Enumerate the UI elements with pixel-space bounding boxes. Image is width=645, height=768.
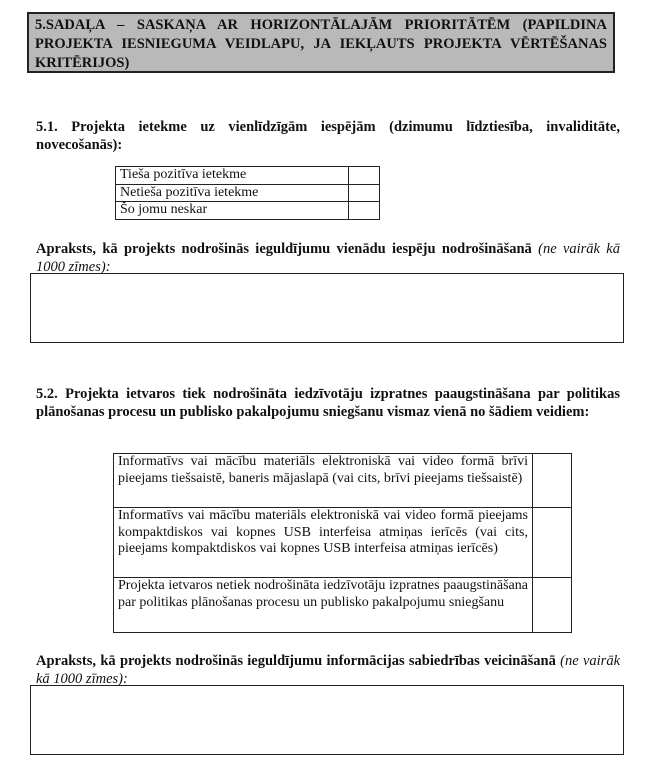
option-label: Tieša pozitīva ietekme <box>116 167 349 185</box>
description-label-5-2 <box>36 652 620 688</box>
option-label: Šo jomu neskar <box>116 202 349 220</box>
option-checkbox[interactable] <box>533 454 572 508</box>
description-field-5-1[interactable] <box>30 273 624 343</box>
option-row <box>114 508 572 578</box>
question-5-2-heading: 5.2. Projekta ietvaros tiek nodrošināta iedzīvotāju izpratnes paaugstināšana par politikas plānošanas procesu un publisko pakalpojumu sniegšanu vismaz vienā no šādiem veidiem: <box>36 386 620 420</box>
option-label: Projekta ietvaros netiek nodrošināta iedzīvotāju izpratnes paaugstināšana par politikas plānošanas procesu un publisko pakalpojumu sniegšanu <box>114 578 533 633</box>
option-row <box>114 578 572 633</box>
description-field-5-2[interactable] <box>30 685 624 755</box>
section-header: 5.SADAĻA – SASKAŅA AR HORIZONTĀLAJĀM PRIORITĀTĒM (PAPILDINA PROJEKTA IESNIEGUMA VEIDLAPU, JA IEKĻAUTS PROJEKTA VĒRTĒŠANAS KRITĒRIJOS) <box>27 12 615 73</box>
option-checkbox[interactable] <box>349 184 380 202</box>
option-row <box>116 202 380 220</box>
label-text: Apraksts, kā projekts nodrošinās ieguldījumu vienādu iespēju nodrošināšanā <box>36 241 532 257</box>
label-text: Apraksts, kā projekts nodrošinās ieguldījumu informācijas sabiedrības veicināšanā <box>36 653 556 669</box>
description-label-5-1 <box>36 240 620 276</box>
limit-note: (ne vairāk kā 1000 zīmes) <box>36 653 620 687</box>
question-5-1-heading: 5.1. Projekta ietekme uz vienlīdzīgām iespējām (dzimumu līdztiesība, invaliditāte, novecošanās): <box>36 119 620 153</box>
colon: : <box>105 259 111 275</box>
options-table-5-1 <box>115 166 380 220</box>
option-checkbox[interactable] <box>349 167 380 185</box>
option-row <box>114 454 572 508</box>
option-row <box>116 184 380 202</box>
option-checkbox[interactable] <box>349 202 380 220</box>
limit-note: (ne vairāk kā 1000 zīmes) <box>36 241 620 275</box>
option-row <box>116 167 380 185</box>
option-label: Informatīvs vai mācību materiāls elektroniskā vai video formā brīvi pieejams tiešsaistē, baneris mājaslapā (vai cits, brīvi pieejams tiešsaistē) <box>114 454 533 508</box>
option-label: Informatīvs vai mācību materiāls elektroniskā vai video formā pieejams kompaktdiskos vai kopnes USB interfeisa atmiņas ierīcēs (vai cits, pieejams kompaktdiskos vai kopnes USB interfeisa atmiņas ierīcēs) <box>114 508 533 578</box>
colon: : <box>123 671 128 687</box>
option-checkbox[interactable] <box>533 578 572 633</box>
option-checkbox[interactable] <box>533 508 572 578</box>
options-table-5-2 <box>113 453 572 633</box>
option-label: Netieša pozitīva ietekme <box>116 184 349 202</box>
